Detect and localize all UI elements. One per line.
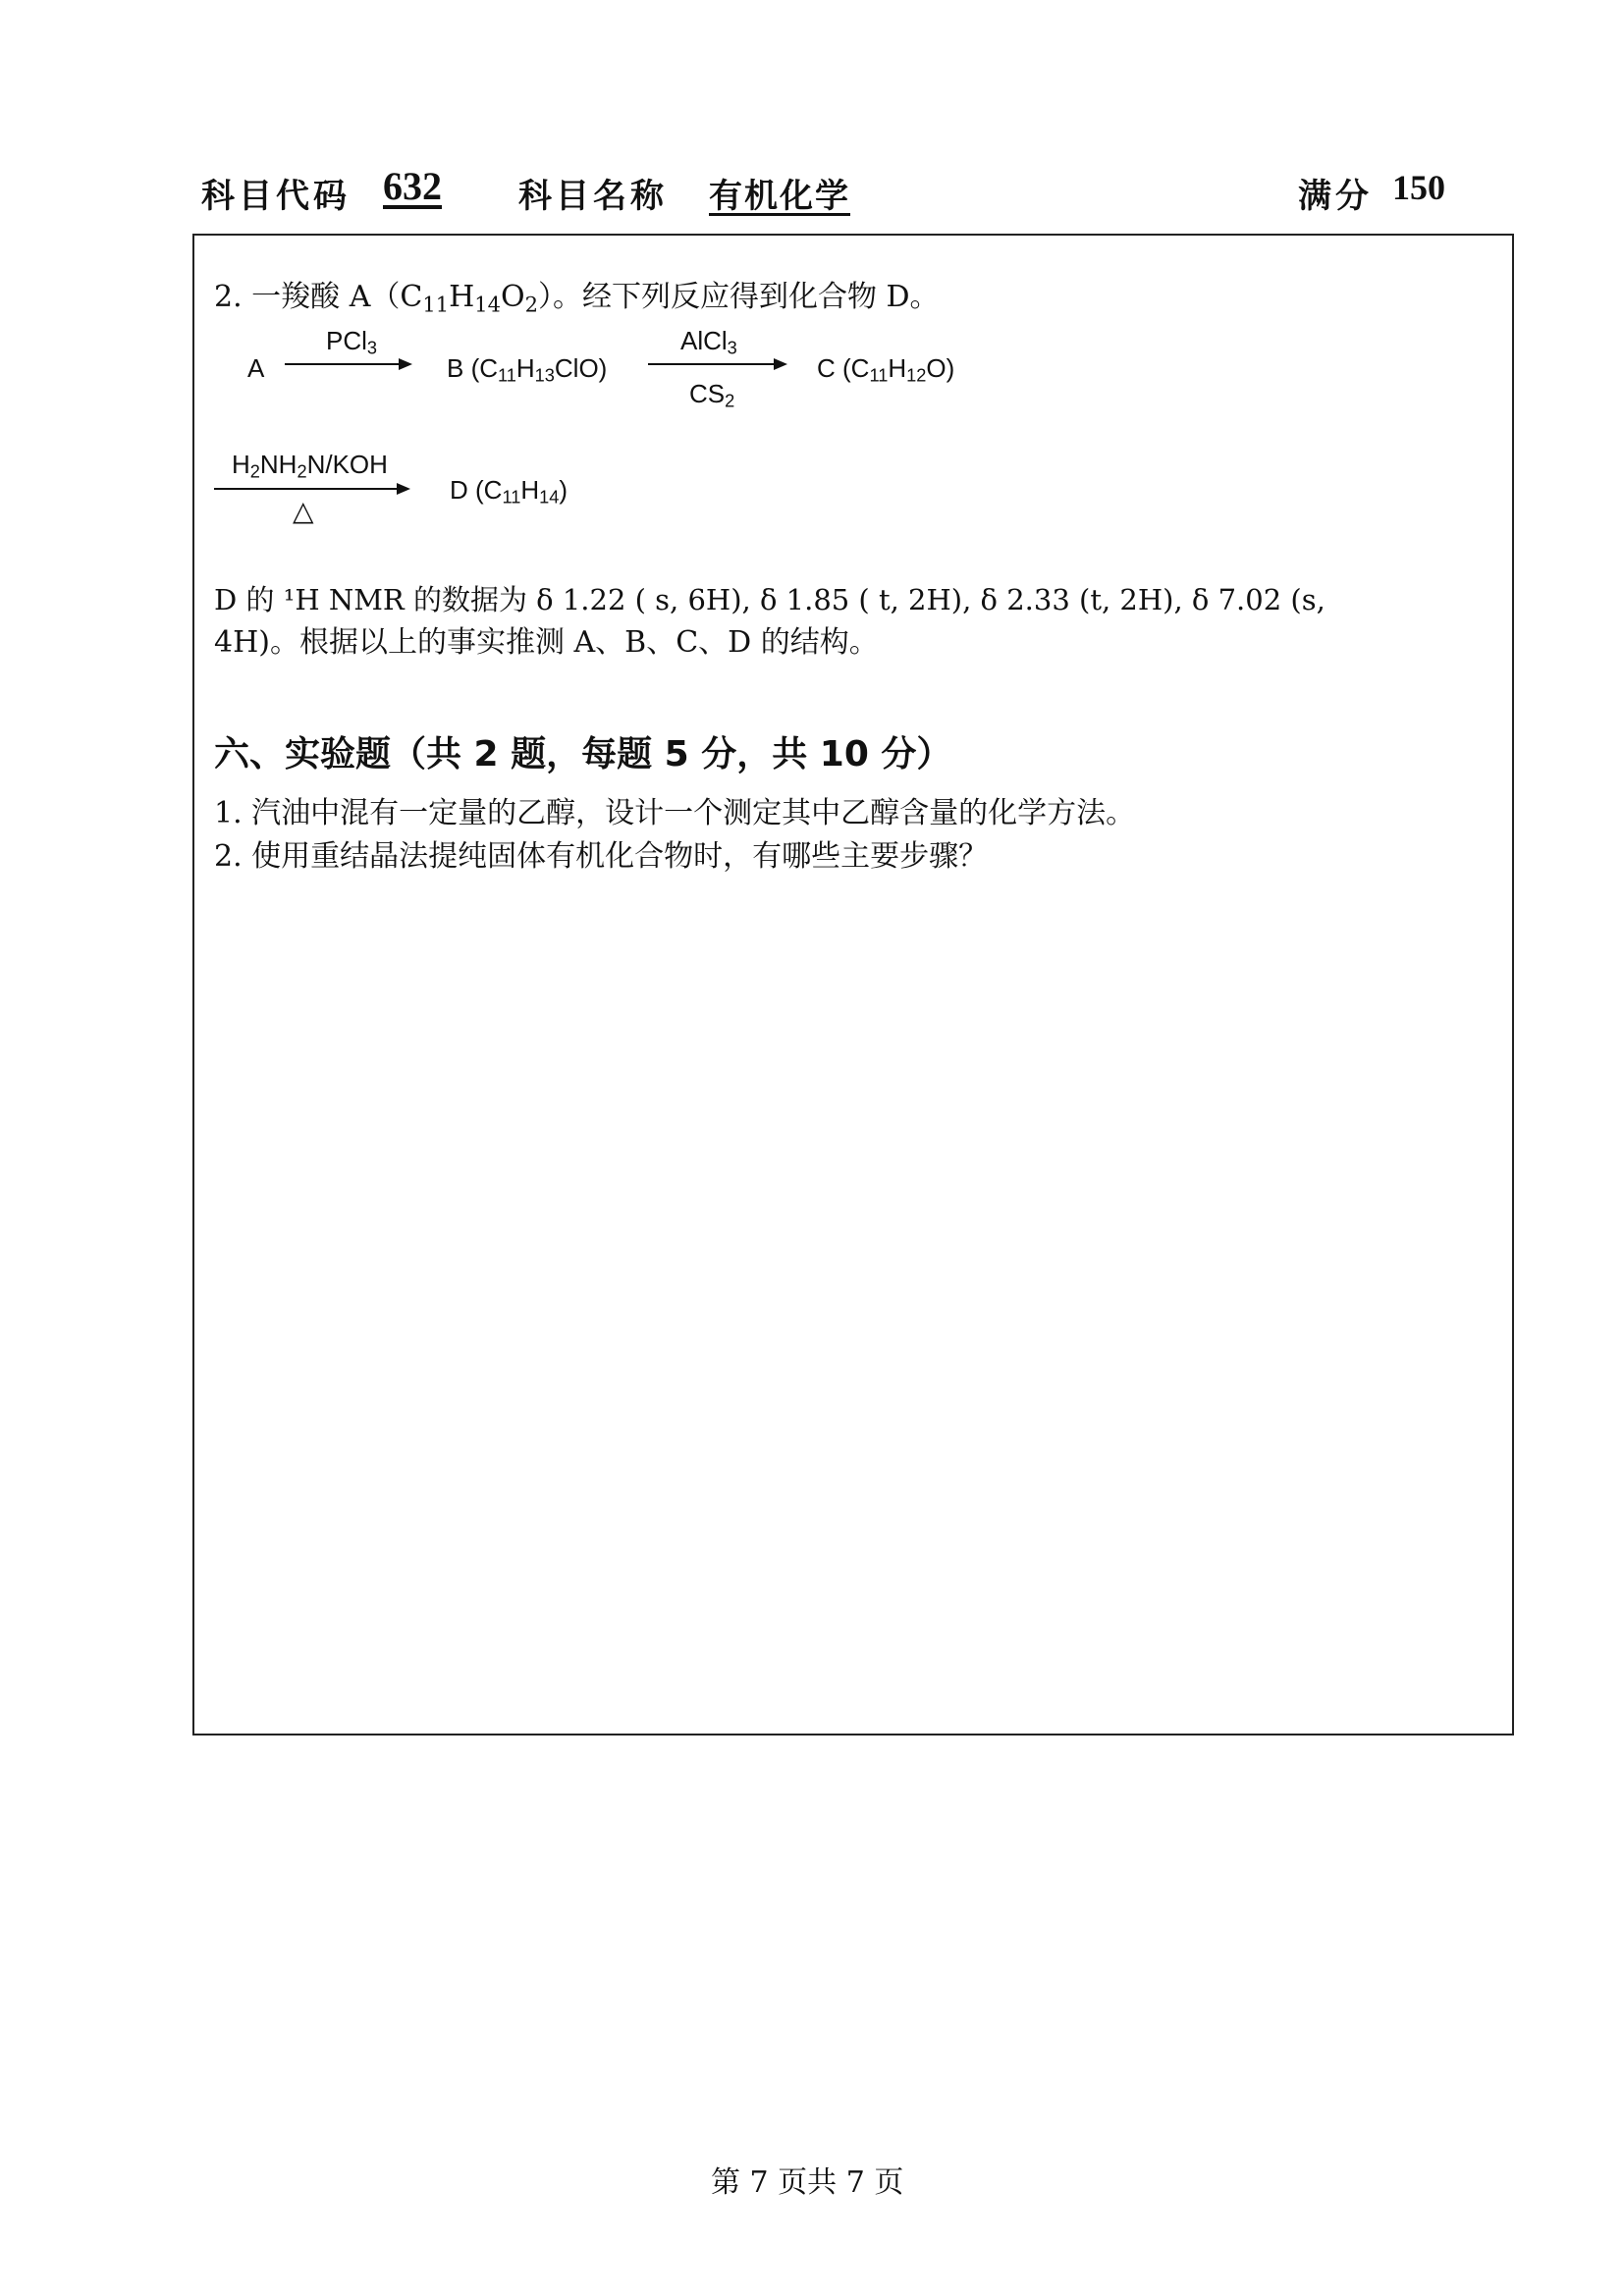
reagent-heat: △	[293, 496, 314, 526]
reagent-cs2: $CS_2$	[689, 379, 735, 411]
section-6-title: 六、实验题（共 2 题，每题 5 分，共 10 分）	[214, 734, 952, 774]
reaction-arrow-3	[214, 488, 399, 490]
nmr-data-line-2: 4H)。根据以上的事实推测 A、B、C、D 的结构。	[214, 625, 879, 660]
reagent-pcl3: PCl$_3$	[326, 326, 378, 358]
question-frame	[192, 234, 1514, 1735]
reaction-arrow-1	[285, 363, 401, 365]
compound-a: A	[247, 353, 265, 383]
full-score-label: 满分	[1298, 177, 1373, 216]
nmr-data-line-1: D 的 ¹H NMR 的数据为 δ 1.22 ( s, 6H), δ 1.85 ( t, 2H), δ 2.33 (t, 2H), δ 7.02 (s,	[214, 583, 1325, 616]
reaction-arrow-2-head	[774, 358, 787, 370]
section-6-item-1: 1. 汽油中混有一定量的乙醇，设计一个测定其中乙醇含量的化学方法。	[214, 796, 1136, 830]
question-2-intro: 2. 一羧酸 $A(C_{11}H_{14}O_2)$。经下列反应得到化合物 D。	[214, 280, 940, 317]
compound-d: D $(C_{11}H_{14})$	[450, 475, 568, 507]
compound-b: B $(C_{11}H_{13}ClO)$	[447, 353, 608, 386]
full-score-value: 150	[1392, 168, 1445, 207]
subject-code-label: 科目代码	[201, 177, 351, 216]
reaction-arrow-1-head	[399, 358, 412, 370]
section-6-item-2: 2. 使用重结晶法提纯固体有机化合物时，有哪些主要步骤？	[214, 839, 989, 874]
page-number: 第 7 页共 7 页	[711, 2165, 904, 2200]
reagent-alcl3: AlCl$_3$	[680, 326, 737, 358]
compound-c: C $(C_{11}H_{12}O)$	[817, 353, 955, 386]
reagent-hydrazine-koh: $H_2NH_2N$/KOH	[232, 450, 388, 482]
subject-name-value: 有机化学	[709, 177, 850, 216]
reaction-arrow-3-head	[397, 483, 410, 495]
subject-name-label: 科目名称	[518, 177, 668, 216]
reaction-arrow-2	[648, 363, 776, 365]
subject-code-value: 632	[383, 164, 442, 208]
